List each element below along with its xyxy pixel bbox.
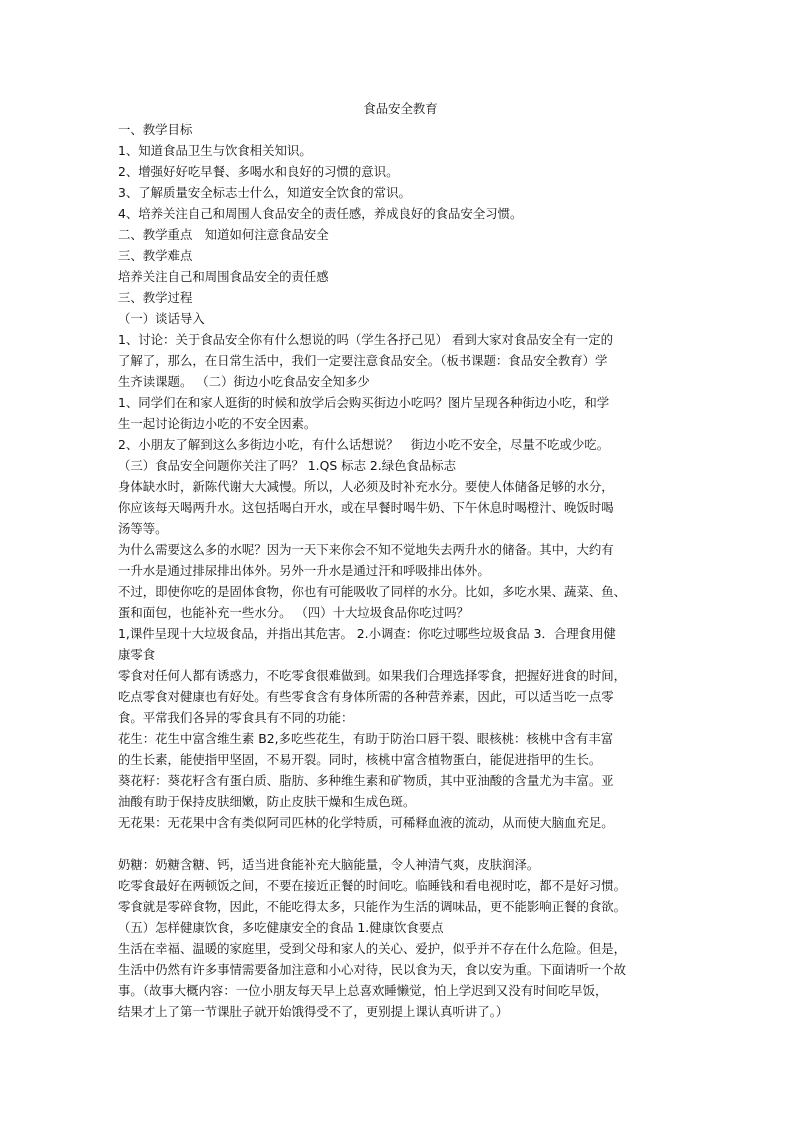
blank-line [118, 833, 683, 854]
text-line: 一升水是通过排尿排出体外。另外一升水是通过汗和呼吸排出体外。 [118, 563, 490, 578]
text-line: 零食就是零碎食物，因此，不能吃得太多，只能作为生活的调味品，更不能影响正餐的食欲。 [118, 899, 627, 914]
text-line: 你应该每天喝两升水。这包括喝白开水，或在早餐时喝牛奶、下午休息时喝橙汁、晚饭时喝 [118, 500, 614, 515]
text-line: 1、同学们在和家人逛街的时候和放学后会购买街边小吃吗？图片呈现各种街边小吃，和学 [118, 395, 610, 410]
text-line: 零食对任何人都有诱惑力，不吃零食很难做到。如果我们合理选择零食，把握好进食的时间， [118, 668, 627, 683]
text-line: （一）谈话导入 [118, 311, 205, 326]
text-line: 为什么需要这么多的水呢？因为一天下来你会不知不觉地失去两升水的储备。其中，大约有 [118, 542, 614, 557]
text-line: 培养关注自己和周围食品安全的责任感 [118, 269, 329, 284]
text-line: 了解了，那么，在日常生活中，我们一定要注意食品安全。（板书课题：食品安全教育）学 [118, 353, 608, 368]
text-line: 汤等等。 [118, 521, 168, 536]
text-line: 康零食 [118, 647, 156, 662]
text-line: （五）怎样健康饮食，多吃健康安全的食品 1.健康饮食要点 [118, 920, 444, 935]
text-line: 4、培养关注自己和周围人食品安全的责任感，养成良好的食品安全习惯。 [118, 206, 523, 221]
document-body [118, 119, 683, 1022]
text-line: 不过，即使你吃的是固体食物，你也有可能吸收了同样的水分。比如，多吃水果、蔬菜、鱼、 [118, 584, 627, 599]
text-line: 食。平常我们各异的零食具有不同的功能： [118, 710, 354, 725]
text-line: 一、教学目标 [118, 122, 193, 137]
document-title: 食品安全教育 [363, 101, 438, 116]
text-line: 1、知道食品卫生与饮食相关知识。 [118, 143, 312, 158]
text-line: 2、增强好好吃早餐、多喝水和良好的习惯的意识。 [118, 164, 399, 179]
text-line: 无花果：无花果中含有类似阿司匹林的化学特质，可稀释血液的流动，从而使大脑血充足。 [118, 815, 614, 830]
text-line: 身体缺水时，新陈代谢大大减慢。所以，人必须及时补充水分。要使人体储备足够的水分， [118, 479, 614, 494]
text-line: 三、教学过程 [118, 290, 193, 305]
text-line: 事。（故事大概内容：一位小朋友每天早上总喜欢睡懒觉，怕上学迟到又没有时间吃早饭， [118, 983, 608, 998]
text-line: 葵花籽：葵花籽含有蛋白质、脂肪、多种维生素和矿物质，其中亚油酸的含量尤为丰富。亚 [118, 773, 614, 788]
text-line: 二、教学重点 知道如何注意食品安全 [118, 227, 329, 242]
document-page [118, 98, 683, 1022]
text-line: 结果才上了第一节课肚子就开始饿得受不了，更别提上课认真听讲了。） [118, 1004, 509, 1019]
text-line: 吃零食最好在两顿饭之间，不要在接近正餐的时间吃。临睡钱和看电视时吃，都不是好习惯。 [118, 878, 627, 893]
text-line: 蛋和面包，也能补充一些水分。 （四）十大垃圾食品你吃过吗？ [118, 605, 469, 620]
text-line: 生一起讨论街边小吃的不安全因素。 [118, 416, 317, 431]
text-line: 奶糖：奶糖含糖、钙，适当进食能补充大脑能量，令人神清气爽，皮肤润泽。 [118, 857, 540, 872]
text-line: 花生：花生中富含维生素 B2,多吃些花生，有助于防治口唇干裂、眼核桃：核桃中含有丰富 [118, 731, 614, 746]
text-line: 吃点零食对健康也有好处。有些零食含有身体所需的各种营养素，因此，可以适当吃一点零 [118, 689, 614, 704]
text-line: 的生长素，能使指甲坚固，不易开裂。同时，核桃中富含植物蛋白，能促进指甲的生长。 [118, 752, 602, 767]
text-line: 生活中仍然有许多事情需要备加注意和小心对待，民以食为天，食以安为重。下面请听一个故 [118, 962, 627, 977]
text-line: （三）食品安全问题你关注了吗？ 1.QS 标志 2.绿色食品标志 [118, 458, 457, 473]
text-line: 油酸有助于保持皮肤细嫩，防止皮肤干燥和生成色斑。 [118, 794, 416, 809]
text-line: 1、讨论：关于食品安全你有什么想说的吗（学生各抒己见） 看到大家对食品安全有一定的 [118, 332, 614, 347]
text-line: 3、了解质量安全标志士什么，知道安全饮食的常识。 [118, 185, 411, 200]
text-line: 三、教学难点 [118, 248, 193, 263]
text-line: 生齐读课题。 （二）街边小吃食品安全知多少 [118, 374, 370, 389]
text-line: 生活在幸福、温暖的家庭里，受到父母和家人的关心、爱护，似乎并不存在什么危险。但是， [118, 941, 627, 956]
text-line: 1,课件呈现十大垃圾食品，并指出其危害。 2.小调查：你吃过哪些垃圾食品 3．合理食用健 [118, 626, 616, 641]
text-line: 2、小朋友了解到这么多街边小吃，有什么话想说？ 街边小吃不安全，尽量不吃或少吃。 [118, 437, 610, 452]
